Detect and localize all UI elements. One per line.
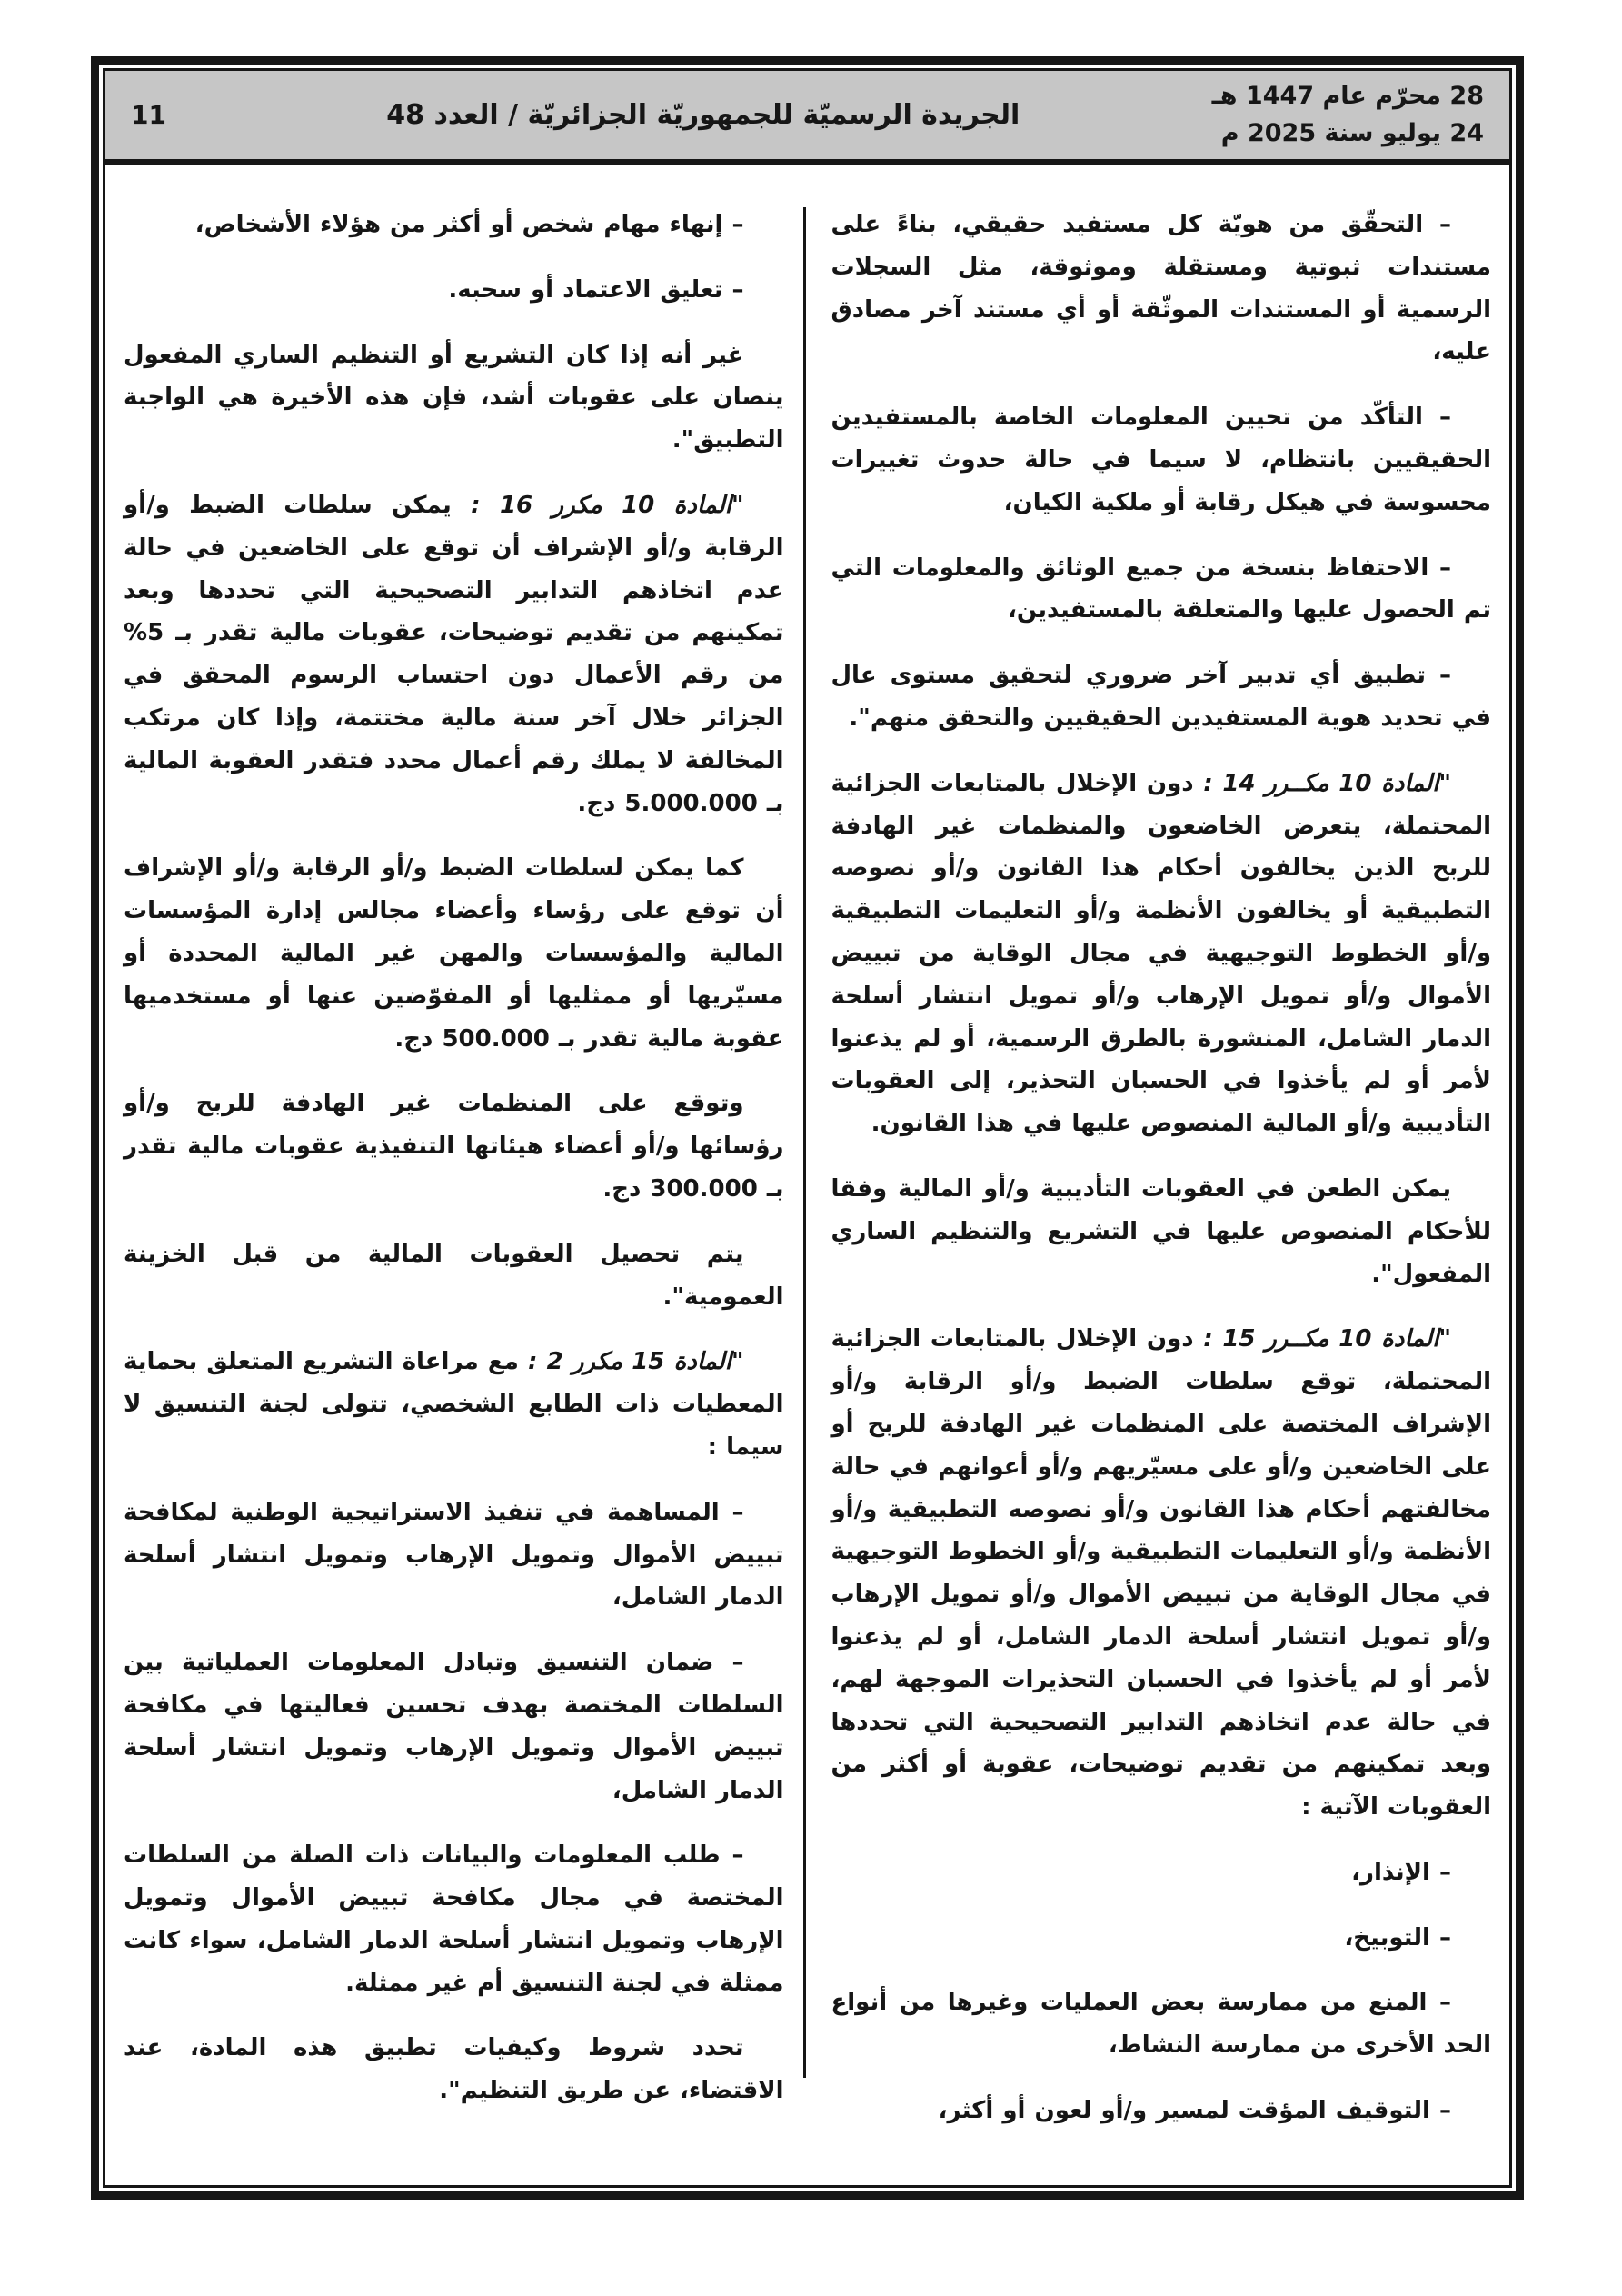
header-dates bbox=[1212, 78, 1484, 152]
paragraph: – التوقيف المؤقت لمسير و/أو لعون أو أكثر، bbox=[938, 2097, 1451, 2125]
paragraph: – تطبيق أي تدبير آخر ضروري لتحقيق مستوى عال في تحديد هوية المستفيدين الحقيقيين والتحقق منهم". bbox=[831, 662, 1491, 732]
paragraph: – الإنذار، bbox=[1351, 1858, 1451, 1886]
column-right bbox=[831, 204, 1492, 2171]
header-band bbox=[105, 71, 1509, 165]
date-gregorian: 24 يوليو سنة 2025 م bbox=[1220, 118, 1484, 147]
paragraph: تحدد شروط وكيفيات تطبيق هذه المادة، عند الاقتضاء، عن طريق التنظيم". bbox=[124, 2034, 784, 2105]
paragraph: غير أنه إذا كان التشريع أو التنظيم الساري المفعول ينصان على عقوبات أشد، فإن هذه الأخيرة هي الواجبة التطبيق". bbox=[124, 341, 784, 454]
paragraph: وتوقع على المنظمات غير الهادفة للربح و/أو رؤسائها و/أو أعضاء هيئاتها التنفيذية عقوبات مالية تقدر بـ 300.000 دج. bbox=[124, 1090, 784, 1203]
paragraph: – تعليق الاعتماد أو سحبه. bbox=[448, 275, 744, 304]
paragraph: يمكن الطعن في العقوبات التأديبية و/أو المالية وفقا للأحكام المنصوص عليها في التشريع والتنظيم الساري المفعول". bbox=[831, 1174, 1491, 1288]
paragraph: – المساهمة في تنفيذ الاستراتيجية الوطنية لمكافحة تبييض الأموال وتمويل الإرهاب وتمويل انتشار أسلحة الدمار الشامل، bbox=[124, 1498, 784, 1612]
article-number: "المادة 10 مكــرر 15 : bbox=[1203, 1325, 1451, 1353]
page-frame bbox=[91, 56, 1524, 2200]
paragraph: "المادة 15 مكرر 2 : مع مراعاة التشريع المتعلق بحماية المعطيات ذات الطابع الشخصي، تتولى لجنة التنسيق لا سيما : bbox=[124, 1348, 784, 1461]
article-number: "المادة 10 مكرر 16 : bbox=[471, 491, 744, 519]
paragraph: – التحقّق من هويّة كل مستفيد حقيقي، بناءً على مستندات ثبوتية ومستقلة وموثوقة، مثل السجلات الرسمية أو المستندات الموثّقة أو أي مستند آخر مصادق عليه، bbox=[831, 211, 1491, 366]
paragraph: "المادة 10 مكــرر 15 : دون الإخلال بالمتابعات الجزائية المحتملة، توقع سلطات الضبط و/أو الرقابة و/أو الإشراف المختصة على المنظمات غير الهادفة للربح أو على الخاضعين و/أو على مسيّريهم و/أو أعوانهم في حالة مخالفتهم أحكام هذا القانون و/أو نصوصه التطبيقية و/أو الأنظمة و/أو التعليمات التطبيقية و/أو الخطوط التوجيهية في مجال الوقاية من تبييض الأموال و/أو تمويل الإرهاب و/أو تمويل انتشار أسلحة الدمار الشامل، أو لم يذعنوا لأمر أو لم يأخذوا في الحسبان التحذيرات الموجهة لهم، في حالة عدم اتخاذهم التدابير التصحيحية التي تحددها وبعد تمكينهم من تقديم توضيحات، عقوبة أو أكثر من العقوبات الآتية : bbox=[831, 1325, 1491, 1822]
paragraph: – المنع من ممارسة بعض العمليات وغيرها من أنواع الحد الأخرى من ممارسة النشاط، bbox=[831, 1989, 1491, 2060]
journal-title: الجريدة الرسميّة للجمهوريّة الجزائريّة / العدد 48 bbox=[386, 99, 1020, 131]
column-left bbox=[124, 204, 784, 2171]
content-area bbox=[105, 165, 1509, 2185]
article-number: "المادة 15 مكرر 2 : bbox=[528, 1348, 744, 1376]
paragraph: – التأكّد من تحيين المعلومات الخاصة بالمستفيدين الحقيقيين بانتظام، لا سيما في حالة حدوث تغييرات محسوسة في هيكل رقابة أو ملكية الكيان، bbox=[831, 404, 1491, 516]
page-number: 11 bbox=[131, 100, 166, 130]
article-number: "المادة 10 مكــرر 14 : bbox=[1203, 769, 1451, 797]
page-frame-inner bbox=[103, 68, 1512, 2188]
paragraph: – إنهاء مهام شخص أو أكثر من هؤلاء الأشخاص، bbox=[194, 211, 744, 238]
paragraph: "المادة 10 مكرر 16 : يمكن سلطات الضبط و/أو الرقابة و/أو الإشراف أن توقع على الخاضعين في حالة عدم اتخاذهم التدابير التصحيحية التي تحددها وبعد تمكينهم من تقديم توضيحات، عقوبات مالية تقدر بـ 5% من رقم الأعمال دون احتساب الرسوم المحقق في الجزائر خلال آخر سنة مالية مختتمة، وإذا كان مرتكب المخالفة لا يملك رقم أعمال محدد فتقدر العقوبة المالية بـ 5.000.000 دج. bbox=[124, 491, 784, 817]
date-hijri: 28 محرّم عام 1447 هـ bbox=[1211, 82, 1484, 110]
paragraph: كما يمكن لسلطات الضبط و/أو الرقابة و/أو الإشراف أن توقع على رؤساء وأعضاء مجالس إدارة المؤسسات المالية والمؤسسات والمهن غير المالية المحددة أو مسيّريها أو ممثليها أو المفوّضين عنها أو مستخدميها عقوبة مالية تقدر بـ 500.000 دج. bbox=[124, 854, 784, 1053]
paragraph: – الاحتفاظ بنسخة من جميع الوثائق والمعلومات التي تم الحصول عليها والمتعلقة بالمستفيدين، bbox=[831, 554, 1491, 624]
paragraph: – التوبيخ، bbox=[1344, 1923, 1451, 1952]
paragraph: "المادة 10 مكــرر 14 : دون الإخلال بالمتابعات الجزائية المحتملة، يتعرض الخاضعون والمنظمات غير الهادفة للربح الذين يخالفون أحكام هذا القانون و/أو نصوصه التطبيقية أو يخالفون الأنظمة و/أو التعليمات التطبيقية و/أو الخطوط التوجيهية في مجال الوقاية من تبييض الأموال و/أو تمويل الإرهاب و/أو تمويل انتشار أسلحة الدمار الشامل، المنشورة بالطرق الرسمية، أو لم يذعنوا لأمر أو لم يأخذوا في الحسبان التحذير، إلى العقوبات التأديبية و/أو المالية المنصوص عليها في هذا القانون. bbox=[831, 769, 1491, 1138]
paragraph: – طلب المعلومات والبيانات ذات الصلة من السلطات المختصة في مجال مكافحة تبييض الأموال وتمويل الإرهاب وتمويل انتشار أسلحة الدمار الشامل، سواء كانت ممثلة في لجنة التنسيق أم غير ممثلة. bbox=[124, 1842, 784, 1997]
column-divider bbox=[803, 207, 806, 2078]
paragraph: يتم تحصيل العقوبات المالية من قبل الخزينة العمومية". bbox=[124, 1240, 784, 1311]
paragraph: – ضمان التنسيق وتبادل المعلومات العملياتية بين السلطات المختصة بهدف تحسين فعاليتها في مكافحة تبييض الأموال وتمويل الإرهاب وتمويل انتشار أسلحة الدمار الشامل، bbox=[124, 1649, 784, 1804]
